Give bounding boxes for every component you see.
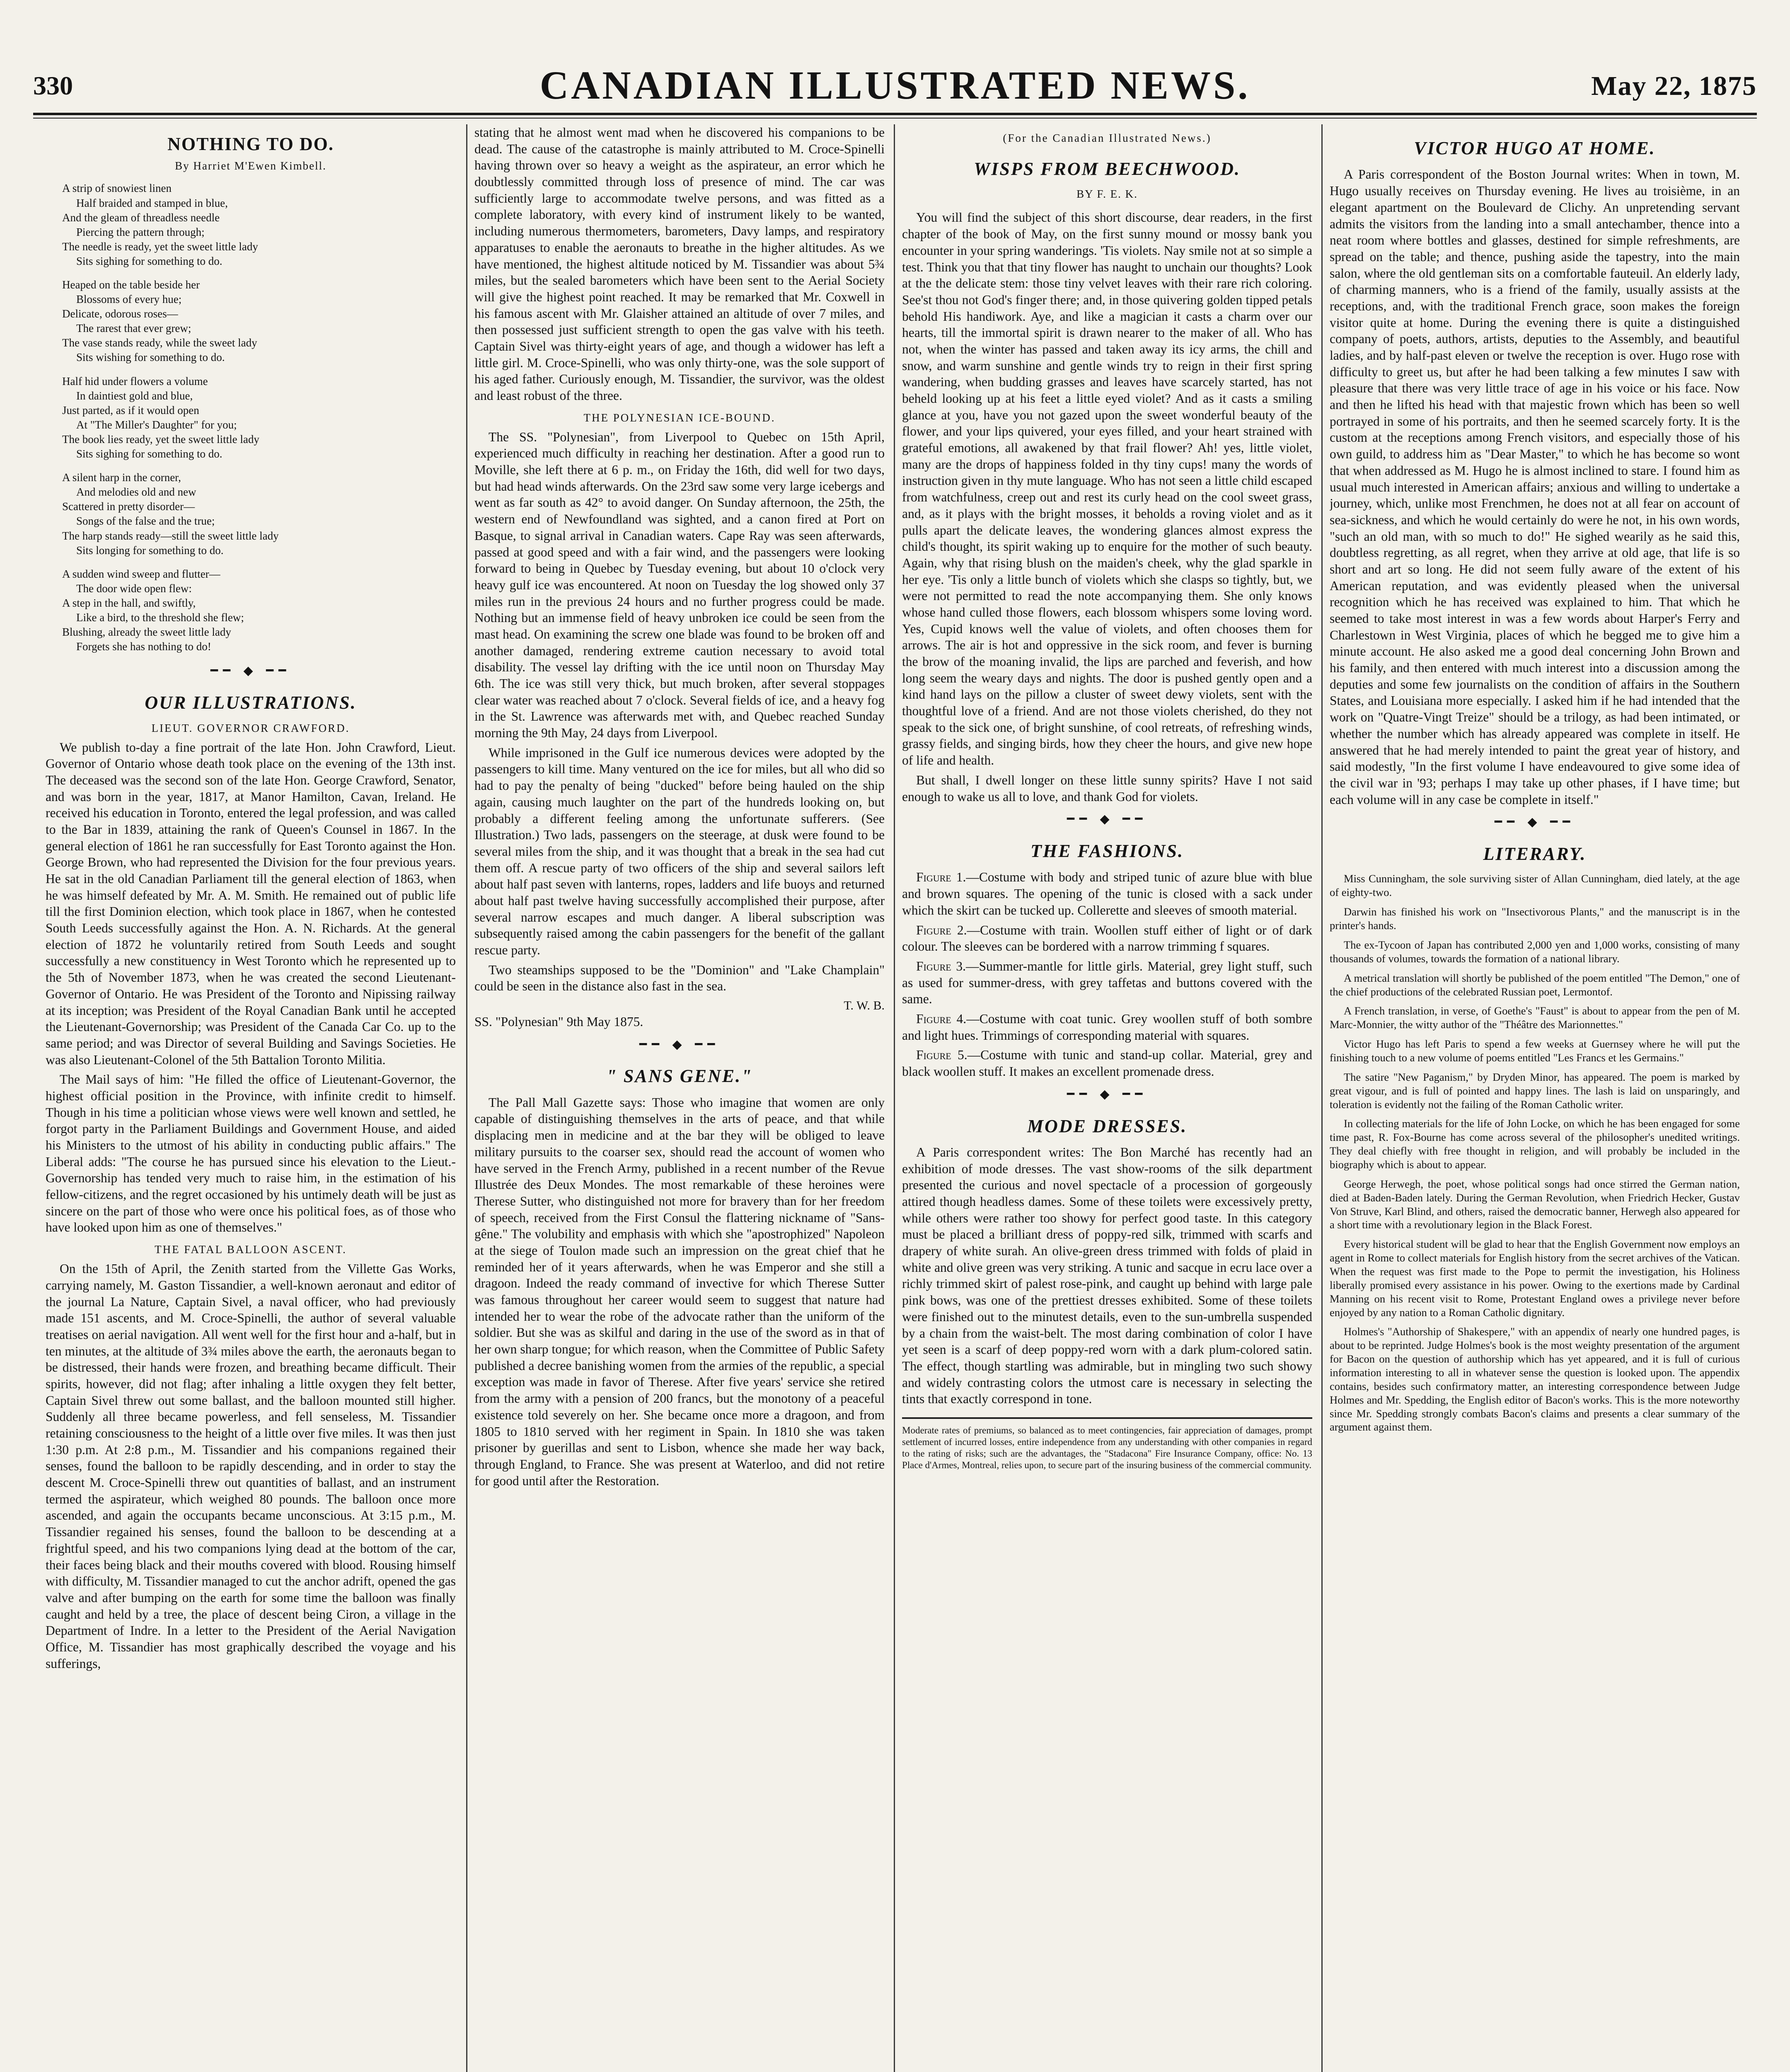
poem-line: At "The Miller's Daughter" for you; — [76, 418, 237, 431]
fashion-figure — [902, 958, 1312, 1007]
ornament-divider: ━━ ◆ ━━ — [210, 664, 291, 678]
signature-line: SS. "Polynesian" 9th May 1875. — [474, 1014, 643, 1029]
poem-line: Sits sighing for something to do. — [76, 254, 223, 267]
literary-notes — [1330, 872, 1740, 1434]
poem-line: The book lies ready, yet the sweet little lady — [62, 433, 259, 445]
crawford-subhead: LIEUT. GOVERNOR CRAWFORD. — [151, 721, 350, 734]
literary-item: A metrical translation will shortly be published of the poem entitled "The Demon," one of the chief productions of the celebrated Russian poet, Lermontof. — [1330, 971, 1740, 998]
figure-text: —Summer-mantle for little girls. Material, grey light stuff, such as used for summer-dress, with grey taffetas and buttons covered with the same. — [902, 959, 1312, 1007]
fashion-figure — [902, 869, 1312, 918]
poem-line: In daintiest gold and blue, — [76, 389, 193, 402]
wisps-heading: WISPS FROM BEECHWOOD. — [974, 159, 1241, 179]
ornament-divider: ━━ ◆ ━━ — [639, 1037, 720, 1051]
masthead-rule-thin — [33, 118, 1757, 119]
poem-line: Forgets she has nothing to do! — [76, 640, 211, 653]
poem-line: And the gleam of threadless needle — [62, 211, 220, 224]
poem-line: Sits sighing for something to do. — [76, 448, 223, 460]
sans-gene-heading: " SANS GENE." — [606, 1066, 753, 1087]
fashion-figure — [902, 922, 1312, 955]
poem-line: Half braided and stamped in blue, — [76, 196, 228, 209]
poem-line: The door wide open flew: — [76, 582, 192, 595]
ornament-divider: ━━ ◆ ━━ — [1067, 812, 1148, 826]
fashion-figure — [902, 1047, 1312, 1080]
literary-item: The satire "New Paganism," by Dryden Minor, has appeared. The poem is marked by great vigour, and is full of pointed and happy lines. The lash is laid on unsparingly, and toleration is evidently not the failing of the Roman Catholic writer. — [1330, 1070, 1740, 1111]
article-paragraph: The Mail says of him: "He filled the office of Lieutenant-Governor, the highest official position in the Province, with infinite credit to himself. Though in his time a politician whose views were well known and settled, he forgot party in the Parliament Buildings and Government House, and aided his Ministers to the utmost of his ability in conducting public affairs." The Liberal adds: "The course he has pursued since his elevation to the Lieut.-Governorship has tended very much to raise him, in the estimation of his fellow-citizens, and the regret occasioned by his untimely death will be just as sincere on the part of those who were once his political foes, as of those who have looked upon him as one of themselves." — [46, 1072, 456, 1235]
column-divider — [894, 124, 895, 2072]
literary-item: The ex-Tycoon of Japan has contributed 2,000 yen and 1,000 works, consisting of many thousands of volumes, towards the formation of a national library. — [1330, 938, 1740, 965]
article-paragraph: A Paris correspondent writes: The Bon Marché has recently had an exhibition of mode dresses. The vast show-rooms of the silk department presented the curious and novel spectacle of a procession of gorgeously attired though headless dames. Some of these toilets were excessively pretty, while others were rather too showy for perfect good taste. In this category must be placed a brilliant dress of poppy-red silk, trimmed with scarfs and drapery of white surah. An olive-green dress trimmed with folds of plaid in white and olive green was very striking. A tunic and sacque in ecru lace over a richly trimmed skirt of palest rose-pink, and caught up behind with large pale pink bows, was one of the prettiest dresses exhibited. Some of these toilets were finished out to the minutest details, even to the sun-umbrella suspended by a chain from the waist-belt. The most daring combination of color I have yet seen is a scarf of deep poppy-red worn with a dark plum-colored satin. The effect, though startling was admirable, but in mingling two such showy and widely contrasting colors the utmost care is necessary in selecting the tints that exactly correspond in tone. — [902, 1145, 1312, 1406]
article-paragraph: Two steamships supposed to be the "Dominion" and "Lake Champlain" could be seen in the distance also fast in the sea. — [474, 962, 885, 994]
mode-heading: MODE DRESSES. — [1027, 1116, 1188, 1136]
literary-item: Darwin has finished his work on "Insectivorous Plants," and the manuscript is in the printer's hands. — [1330, 905, 1740, 932]
literary-item: George Herwegh, the poet, whose political songs had once stirred the German nation, died at Baden-Baden lately. During the German Revolution, when Friedrich Hecker, Gustav Von Struve, Karl Blind, and others, raised the democratic banner, Herwegh also appeared for a short time with a revolutionary legion in the Black Forest. — [1330, 1177, 1740, 1231]
figure-text: —Costume with coat tunic. Grey woollen stuff of both sombre and light hues. Trimmings of corresponding material with squares. — [902, 1011, 1312, 1043]
figure-label: Figure 4. — [916, 1011, 967, 1026]
fashion-figure — [902, 1011, 1312, 1043]
column-divider — [466, 124, 467, 2072]
poem-stanza — [62, 567, 456, 654]
issue-date: May 22, 1875 — [1591, 71, 1757, 101]
literary-item: Victor Hugo has left Paris to spend a few weeks at Guernsey where he will put the finishing touch to a new volume of poems entitled "Les Francs et les Germains." — [1330, 1038, 1740, 1064]
article-paragraph: A Paris correspondent of the Boston Journal writes: When in town, M. Hugo usually receives on Thursday evening. He lives au troisième, in an elegant apartment on the Boulevard de Clichy. An unpretending servant admits the visitors from the landing into a small antechamber, thence into a neat room where bottles and glasses, destined for simple refreshments, are spread on the table; and thence, pushing aside the tapestry, into the main salon, where the old gentleman sits on a comfortable fauteuil. An elderly lady, of charming manners, who is a friend of the family, usually assists at the receptions, and, with the traditional French grace, soon makes the foreign visitor quite at home. During the evening there is quite a distinguished company of poets, authors, artists, deputies to the Assembly, and beautiful ladies, and by half-past eleven or twelve the reception is over. Hugo rose with difficulty to greet us, but after he had been talking a few minutes I saw with pleasure that there was very little trace of age in his voice or his face. Now and then he lifted his head with that majestic frown which has been so well portrayed in some of his portraits, and then he seemed scarcely forty. It is the custom at the receptions among French visitors, and especially those of his own guild, to address him as "Dear Master," to which he has become so wont that when addressed as M. Hugo he is almost inclined to stare. I found him as usual much interested in American affairs; anxious and willing to undertake a journey, which, unlike most Frenchmen, he does not at all fear on account of sea-sickness, and which he would certainly do were he not, in his own words, "such an old man, with so much to do!" He sighed wearily as he said this, doubtless regretting, as all regret, when they arrive at old age, that life is so short and art so long. He did not seem fully aware of the extent of his American reputation, and was evidently pleased when the universal recognition which he has received was explained to him. That which he seemed to take most interest in was a few words about Harper's Ferry and Charlestown in West Virginia, places of which he begged me to give him a minute account. He also asked me a good deal concerning John Brown and his family, and then entered with much interest into a discussion among the deputies and some few journalists on the condition of affairs in the Southern States, and Louisiana more especially. I asked him if he had intended that the work on "Quatre-Vingt Treize" should be a trilogy, as had been intimated, or whether the number which has already appeared was complete in itself. He answered that he had merely intended to paint the great year of history, and said modestly, "In the first volume I have endeavoured to give some idea of the civil war in '93; perhaps I may take up other phases, if I have time; but each volume will in any case be complete in itself." — [1330, 167, 1740, 807]
article-paragraph: On the 15th of April, the Zenith started from the Villette Gas Works, carrying namely, M. Gaston Tissandier, a well-known aeronaut and editor of the journal La Nature, Captain Sivel, a naval officer, who had previously made 151 ascents, and M. Croce-Spinelli, the author of several valuable treatises on aerial navigation. All went well for the first hour and a-half, but in ten minutes, at the altitude of 3¾ miles above the earth, the aeronauts began to be distressed, their hands were frozen, and breathing became difficult. Their spirits, however, did not flag; after inhaling a little oxygen they felt better, Captain Sivel threw out some ballast, and the balloon mounted still higher. Suddenly all three became powerless, and fell senseless, M. Tissandier retaining consciousness to the height of a little over five miles. It was then just 1:30 p.m. At 2:8 p.m., M. Tissandier and his companions regained their senses, found the balloon to be rapidly descending, and in order to stay the descent M. Croce-Spinelli threw out quantities of ballast, and an instrument termed the aspirateur, which weighed 80 pounds. The balloon once more ascended, and again the occupants became unconscious. At 3:15 p.m., M. Tissandier regained his senses, found the balloon to be descending at a frightful speed, and his two companions lying dead at the bottom of the car, their faces being black and their mouths covered with blood. Rousing himself with difficulty, M. Tissandier managed to cut the anchor adrift, opened the gas valve and after bumping on the earth for some time the balloon was finally caught and held by a tree, the place of descent being Ciron, a village in the Department of Indre. In a letter to the President of the Aerial Navigation Office, M. Tissandier has most graphically described the voyage and his sufferings, — [46, 1261, 456, 1671]
page-number: 330 — [33, 71, 73, 100]
figure-label: Figure 5. — [916, 1048, 968, 1063]
polynesian-subhead: THE POLYNESIAN ICE-BOUND. — [583, 411, 776, 424]
figure-label: Figure 2. — [916, 922, 967, 937]
article-paragraph: The Pall Mall Gazette says: Those who imagine that women are only capable of distinguishing themselves in the arts of peace, and that while displacing men in medicine and at the bar they will be obliged to leave military pursuits to the coarser sex, should read the account of women who have served in the French Army, published in a recent number of the Revue Illustrée des Deux Mondes. The most remarkable of these heroines were Therese Sutter, who distinguished not more for bravery than for her freedom of speech, received from the First Consul the flattering nickname of "Sans-gêne." The volubility and emphasis with which she "apostrophized" Napoleon at the siege of Toulon made such an impression on the great chief that he reminded her of it years afterwards, when he was Emperor and she still a dragoon. Indeed the ready command of invective for which Therese Sutter was famous throughout her career would seem to suggest that nature had intended her to wear the robe of the advocate rather than the uniform of the soldier. But she was as skilful and daring in the use of the sword as in that of her own sharp tongue; for which reason, when the Committee of Public Safety published a decree banishing women from the armies of the republic, a special exception was made in favor of Therese. After five years' service she retired from the army with a pension of 200 francs, but the monotony of a peaceful existence told severely on her. She became once more a dragoon, and from 1805 to 1810 served with her regiment in Spain. In 1810 she was taken prisoner by guerillas and sent to Lisbon, whence she made her way back, through England, to France. She was present at Waterloo, and did not retire for good until after the Restoration. — [474, 1095, 885, 1488]
ornament-divider: ━━ ◆ ━━ — [1494, 815, 1575, 829]
fashions-heading: THE FASHIONS. — [1030, 841, 1184, 862]
hugo-heading: VICTOR HUGO AT HOME. — [1414, 138, 1656, 158]
credit-line: (For the Canadian Illustrated News.) — [1003, 132, 1212, 144]
poem-line: Like a bird, to the threshold she flew; — [76, 611, 244, 624]
literary-item: Holmes's "Authorship of Shakespere," with an appendix of nearly one hundred pages, is about to be reprinted. Judge Holmes's book is the most weighty presentation of the argument for Bacon on the question of authorship which has yet appeared, and it is full of curious information interesting to all in whatever sense the question is looked upon. The appendix contains, besides such confirmatory matter, an interesting correspondence between Judge Holmes and Mr. Spedding, the English editor of Bacon's works. This is the more noteworthy since Mr. Spedding strongly combats Bacon's claims and presents a clear summary of the argument against them. — [1330, 1325, 1740, 1433]
literary-heading: LITERARY. — [1483, 844, 1587, 864]
poem-stanza — [62, 470, 456, 558]
poem-line: Sits wishing for something to do. — [76, 351, 225, 364]
poem-line: The harp stands ready—still the sweet little lady — [62, 529, 279, 542]
poem-line: Heaped on the table beside her — [62, 278, 200, 291]
wisps-byline: BY F. E. K. — [1076, 188, 1138, 201]
article-paragraph: While imprisoned in the Gulf ice numerous devices were adopted by the passengers to kill time. Many ventured on the ice for miles, but all who did so had to pay the penalty of being "ducked" before being hauled on the ship again, causing much laughter on the part of the hundreds looking on, but probably a different feeling among the unfortunate sufferers. (See Illustration.) Two lads, passengers on the steerage, at dusk were found to be several miles from the ship, and it was thought that a break in the sea had cut them off. A rescue party of two officers of the ship and several sailors left about half past seven with lanterns, ropes, ladders and life buoys and returned about half past twelve having successfully accomplished their purpose, after several narrow escapes and much danger. A liberal subscription was subsequently raised among the cabin passengers for the benefit of the gallant rescue party. — [474, 745, 885, 958]
poem-line: Songs of the false and the true; — [76, 515, 215, 528]
figure-label: Figure 3. — [916, 959, 966, 973]
column-1 — [46, 124, 456, 2072]
poem-line: The needle is ready, yet the sweet little lady — [62, 240, 258, 253]
article-paragraph: But shall, I dwell longer on these little sunny spirits? Have I not said enough to wake us all to love, and thank God for violets. — [902, 772, 1312, 804]
ornament-divider: ━━ ◆ ━━ — [1067, 1087, 1148, 1101]
column-4 — [1330, 124, 1740, 2072]
article-paragraph: stating that he almost went mad when he discovered his companions to be dead. The cause of the catastrophe is mainly attributed to M. Croce-Spinelli having thrown over so heavy a weight as the aspirateur, an error which he doubtlessly committed through loss of presence of mind. The car was sufficiently large to accommodate twelve persons, and was fitted as a complete laboratory, with every kind of instrument likely to be wanted, including numerous thermometers, barometers, Davy lamps, and respiratory apparatuses to enable the aeronauts to breathe in the higher altitudes. As we have mentioned, the highest altitude noticed by M. Tissandier was about 5¾ miles, but the sealed barometers which have been sent to the Aerial Society will give the highest point reached. It may be remarked that Mr. Coxwell in his famous ascent with Mr. Glaisher attained an altitude of over 7 miles, and then possessed just sufficient strength to open the gas valve with his teeth. Captain Sivel was thirty-eight years of age, and though a widower has left a little girl. M. Croce-Spinelli, who was only thirty-one, was the sole support of his aged father. Curiously enough, M. Tissandier, the survivor, was the oldest and least robust of the three. — [474, 125, 885, 403]
poem-line: A step in the hall, and swiftly, — [62, 596, 196, 609]
figure-label: Figure 1. — [916, 870, 966, 885]
poem-line: A sudden wind sweep and flutter— — [62, 567, 220, 580]
poem-line: Sits longing for something to do. — [76, 544, 224, 557]
poem-line: A strip of snowiest linen — [62, 182, 172, 195]
poem-line: The vase stands ready, while the sweet lady — [62, 336, 257, 349]
literary-item: A French translation, in verse, of Goethe's "Faust" is about to appear from the pen of M. Marc-Monnier, the witty author of the "Théâtre des Marionnettes." — [1330, 1005, 1740, 1031]
poem-line: Delicate, odorous roses— — [62, 307, 178, 320]
figure-text: —Costume with body and striped tunic of azure blue with blue and brown squares. The opening of the tunic is closed with a sack under which the skirt can be tucked up. Collerette and sleeves of smooth material. — [902, 870, 1312, 917]
paper-title: CANADIAN ILLUSTRATED NEWS. — [539, 63, 1251, 107]
poem-line: Just parted, as if it would open — [62, 404, 199, 416]
poem-line: Blossoms of every hue; — [76, 293, 182, 306]
poem-stanza — [62, 374, 456, 462]
poem-line: And melodies old and new — [76, 486, 196, 499]
article-paragraph: You will find the subject of this short discourse, dear readers, in the first chapter of the book of May, on the first sunny mound or mossy bank you encounter in your spring wanderings. 'Tis violets. Nay smile not at so simple a test. Think you that that tiny flower has naught to unchain our thoughts? Look at the the delicate stem: those tiny velvet leaves with their rare rich coloring. See'st thou not God's finger there; and, in those quivering golden tipped petals behold His handiwork. Aye, and like a magician it casts a charm over our hearts, till the immortal spirit is drawn nearer to the maker of all. Who has not, when the winter has passed and taken away its icy arms, the chill and snow, and warm sunshine and gentle winds try to reign in their first spring wandering, when budding grasses and leaves have scarcely started, has not beheld looking up at his feet a little eyed violet? And as it casts a smiling glance at you, have you not gazed upon the sweet wonderful beauty of the flower, and your lips quivered, your eyes filled, and your heart strained with grateful emotions, all awakened by that frail flower? Ah! yes, little violet, many are the drops of happiness folded in thy tiny cups! many the words of instruction given in thy mute language. Who has not seen a little child escaped from watchfulness, creep out and rest its curly head on the cool sweet grass, and, as it plays with the bright mosses, it beholds a roving violet and as it pulls apart the delicate leaves, the wondering glances almost express the child's thought, its spirit waking up to enquire for the mother of such beauty. Again, why that rising blush on the maiden's cheek, why the glad sparkle in her eye. 'Tis only a little bunch of violets which she clasps so tightly, but, we were not permitted to read the note accompanying them. She only knows whose hand culled those flowers, each blossom whispers some loving word. Yes, Cupid knows well the value of violets, and often chooses them for arrows. The air is hot and oppressive in the sick room, and fever is burning the brow of the moaning invalid, the lips are parched and feverish, and how long seem the weary days and nights. The door is pushed gently open and a kind hand lays on the pillow a cluster of sweet dewy violets, sent with the thoughtful love of a friend. And are not those violets cherished, do they not speak to the sick one, of bright sunshine, of cool retreats, of refreshing winds, grassy fields, and singing birds, how they cheer the hours, and give new hope of life and health. — [902, 210, 1312, 768]
literary-item: In collecting materials for the life of John Locke, on which he has been engaged for some time past, R. Fox-Bourne has come across several of the philosopher's unedited writings. They deal chiefly with free thought in religion, and will probably be included in the biography which is about to appear. — [1330, 1117, 1740, 1171]
literary-item: Miss Cunningham, the sole surviving sister of Allan Cunningham, died lately, at the age of eighty-two. — [1330, 872, 1740, 899]
poem-line: Piercing the pattern through; — [76, 225, 205, 238]
balloon-subhead: THE FATAL BALLOON ASCENT. — [155, 1243, 347, 1256]
literary-item: Every historical student will be glad to hear that the English Government now employs an agent in Rome to collect materials for English history from the secret archives of the Vatican. When the request was first made to the Pope to permit the investigation, his Holiness liberally promised every assistance in his power. Owing to the exertions made by Cardinal Manning on his recent visit to Rome, Protestant England owes a privilege never before enjoyed by any nation to a Roman Catholic dignitary. — [1330, 1238, 1740, 1319]
column-divider — [1321, 124, 1323, 2072]
poem-stanza — [62, 278, 456, 365]
poem — [62, 181, 456, 654]
poem-line: Scattered in pretty disorder— — [62, 500, 195, 513]
masthead-rule — [33, 113, 1757, 115]
masthead — [33, 62, 1757, 108]
article-paragraph: The SS. "Polynesian", from Liverpool to Quebec on 15th April, experienced much difficulty in reaching her destination. After a good run to Moville, she left there at 6 p. m., on Friday the 16th, did well for two days, but had head winds afterwards. On the 23rd saw some very large icebergs and went as far south as 42° to avoid danger. On Sunday afternoon, the 25th, the western end of Newfoundland was sighted, and a canon fired at Port on Basque, to signal arrival in Canadian waters. Cape Ray was seen afterwards, passed at good speed and with a fair wind, and the passengers were looking forward to being in Quebec by Tuesday evening, but about 10 o'clock very heavy gulf ice was encountered. At noon on Tuesday the log showed only 37 miles run in the previous 24 hours and no further progress could be made. Nothing but an immense field of heavy unbroken ice could be seen from the mast head. On examining the screw one blade was found to be broken off and another damaged, rendering extreme caution necessary to avoid total disability. The vessel lay drifting with the ice until noon on Thursday May 6th. The ice was still very thick, but much broken, after several stoppages clear water was reached about 7 o'clock. Several fields of ice, and a heavy fog in the St. Lawrence was afterwards met with, and Quebec reached Sunday morning the 9th May, 24 days from Liverpool. — [474, 429, 885, 741]
article-paragraph: We publish to-day a fine portrait of the late Hon. John Crawford, Lieut. Governor of Ontario whose death took place on the evening of the 13th inst. The deceased was the second son of the late Hon. George Crawford, Senator, and was born in the year, 1817, at Manor Hamilton, Cavan, Ireland. He received his education in Toronto, entered the legal profession, and was called to the Bar in 1839, attaining the rank of Queen's Counsel in 1867. In the general election of 1861 he ran successfully for East Toronto against the Hon. George Brown, who had represented the Division for the four previous years. He sat in the old Canadian Parliament till the general election of 1863, when he was himself defeated by Mr. A. M. Smith. He remained out of public life till the first Dominion election, which took place in 1867, when he contested South Leeds successfully against the Hon. A. N. Richards. At the general election of 1872 he voluntarily retired from South Leeds and sought successfully a new constituency in West Toronto which he represented up to the 5th of November 1873, when he was created the second Lieutenant-Governor of Ontario. He was President of the Toronto and Nipissing railway at its inception; was President of the Royal Canadian Bank until he accepted the Lieutenant-Governorship; was President of the Canada Car Co. up to the same period; and was Director of several Building and Savings Societies. He was also Lieutenant-Colonel of the 5th Battalion Toronto Militia. — [46, 740, 456, 1067]
poem-byline: By Harriet M'Ewen Kimbell. — [175, 160, 327, 172]
insurance-advertisement: Moderate rates of premiums, so balanced as to meet contingencies, fair appreciation of damages, prompt settlement of incurred losses, entire independence from any understanding with other companies in regard to the rating of risks; such are the advantages, the "Stadacona" Fire Insurance Company, office: No. 13 Place d'Armes, Montreal, relies upon, to secure part of the insuring business of the commercial community. — [902, 1417, 1312, 1471]
poem-line: A silent harp in the corner, — [62, 471, 181, 484]
signature: T. W. B. — [844, 999, 885, 1013]
poem-line: Half hid under flowers a volume — [62, 375, 208, 387]
figure-text: —Costume with train. Woollen stuff either of light or of dark colour. The sleeves can be bordered with a narrow trimming f squares. — [902, 922, 1312, 954]
figure-text: —Costume with tunic and stand-up collar. Material, grey and black woollen stuff. It makes an excellent promenade dress. — [902, 1048, 1312, 1079]
column-3 — [902, 124, 1312, 2072]
poem-line: The rarest that ever grew; — [76, 322, 191, 335]
poem-title: NOTHING TO DO. — [167, 134, 334, 154]
illustrations-heading: OUR ILLUSTRATIONS. — [145, 692, 357, 713]
poem-stanza — [62, 181, 456, 269]
poem-line: Blushing, already the sweet little lady — [62, 626, 231, 639]
column-2 — [474, 124, 885, 2072]
